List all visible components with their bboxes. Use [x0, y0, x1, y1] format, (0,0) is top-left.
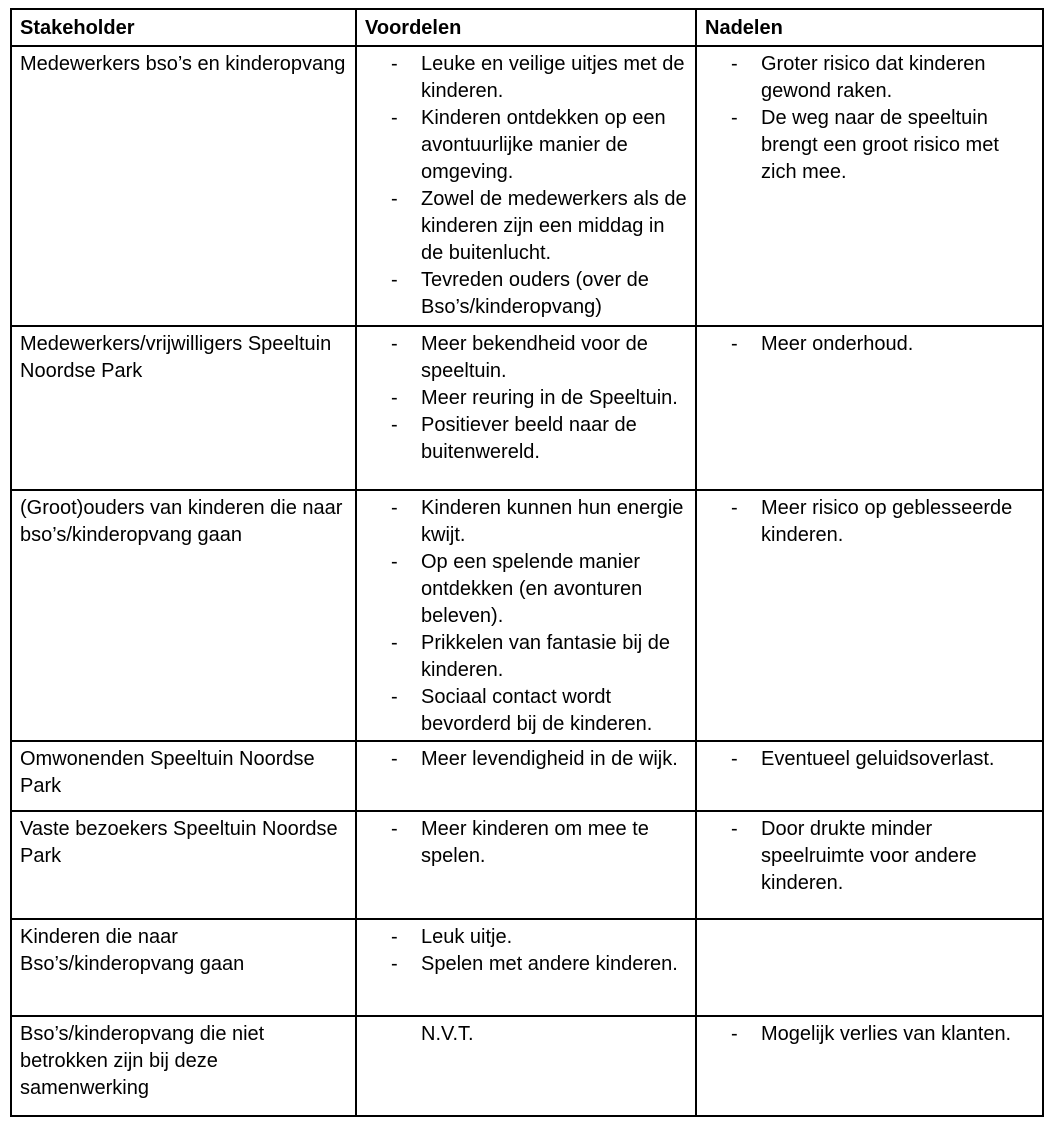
- bullet-dash: -: [391, 748, 398, 770]
- bullet-text: Zowel de medewerkers als de kinderen zijn een middag in de buitenlucht.: [421, 188, 687, 264]
- cell-voordelen: [356, 811, 696, 919]
- header-row: [11, 9, 1043, 46]
- bullet-dash: -: [731, 497, 738, 519]
- cell-stakeholder: Medewerkers bso’s en kinderopvang: [11, 46, 356, 326]
- bullet-dash: -: [391, 269, 398, 291]
- bullet-item: [365, 385, 687, 412]
- bullet-text: Sociaal contact wordt bevorderd bij de kinderen.: [421, 686, 653, 735]
- bullet-text: Groter risico dat kinderen gewond raken.: [761, 53, 986, 102]
- bullet-text: Tevreden ouders (over de Bso’s/kinderopvang): [421, 269, 649, 318]
- bullet-dash: -: [731, 107, 738, 129]
- bullet-item: [365, 746, 687, 773]
- bullet-dash: -: [391, 551, 398, 573]
- bullet-dash: -: [391, 926, 398, 948]
- nadelen-list: [705, 51, 1034, 186]
- bullet-text: Mogelijk verlies van klanten.: [761, 1023, 1012, 1045]
- bullet-text: Op een spelende manier ontdekken (en avonturen beleven).: [421, 551, 643, 627]
- voordelen-list: [365, 746, 687, 773]
- bullet-item: [705, 51, 1034, 105]
- cell-stakeholder: (Groot)ouders van kinderen die naar bso’s/kinderopvang gaan: [11, 490, 356, 741]
- cell-voordelen: [356, 919, 696, 1016]
- table-row: [11, 1016, 1043, 1116]
- bullet-dash: -: [731, 333, 738, 355]
- nadelen-list: [705, 495, 1034, 549]
- cell-nadelen: [696, 741, 1043, 811]
- bullet-text: Door drukte minder speelruimte voor andere kinderen.: [761, 818, 977, 894]
- bullet-text: Leuke en veilige uitjes met de kinderen.: [421, 53, 685, 102]
- bullet-text: Meer onderhoud.: [761, 333, 914, 355]
- bullet-item: [365, 549, 687, 630]
- bullet-dash: -: [731, 1023, 738, 1045]
- bullet-item: [705, 816, 1034, 897]
- cell-voordelen: [356, 741, 696, 811]
- table-row: [11, 741, 1043, 811]
- bullet-dash: -: [391, 107, 398, 129]
- nadelen-list: [705, 746, 1034, 773]
- column-header-nadelen: Nadelen: [696, 9, 1043, 46]
- table-row: [11, 919, 1043, 1016]
- voordelen-list: [365, 495, 687, 738]
- cell-stakeholder: Kinderen die naar Bso’s/kinderopvang gaan: [11, 919, 356, 1016]
- bullet-item: [365, 105, 687, 186]
- bullet-text: Leuk uitje.: [421, 926, 513, 948]
- column-header-voordelen: Voordelen: [356, 9, 696, 46]
- cell-voordelen: [356, 326, 696, 490]
- nadelen-list: [705, 1021, 1034, 1048]
- cell-voordelen: [356, 490, 696, 741]
- column-header-stakeholder: Stakeholder: [11, 9, 356, 46]
- cell-stakeholder: Omwonenden Speeltuin Noordse Park: [11, 741, 356, 811]
- bullet-dash: -: [391, 53, 398, 75]
- cell-stakeholder: Medewerkers/vrijwilligers Speeltuin Noordse Park: [11, 326, 356, 490]
- bullet-item: [365, 924, 687, 951]
- bullet-item: [705, 495, 1034, 549]
- table-row: [11, 326, 1043, 490]
- bullet-text: Prikkelen van fantasie bij de kinderen.: [421, 632, 671, 681]
- voordelen-text: N.V.T.: [421, 1023, 474, 1045]
- bullet-dash: -: [391, 188, 398, 210]
- bullet-text: Kinderen ontdekken op een avontuurlijke manier de omgeving.: [421, 107, 666, 183]
- bullet-text: Meer levendigheid in de wijk.: [421, 748, 678, 770]
- cell-nadelen: [696, 811, 1043, 919]
- table-row: [11, 811, 1043, 919]
- bullet-item: [365, 630, 687, 684]
- cell-stakeholder: Vaste bezoekers Speeltuin Noordse Park: [11, 811, 356, 919]
- nadelen-list: [705, 331, 1034, 358]
- bullet-item: [365, 495, 687, 549]
- bullet-dash: -: [391, 818, 398, 840]
- bullet-item: [365, 331, 687, 385]
- cell-nadelen: [696, 46, 1043, 326]
- cell-stakeholder: Bso’s/kinderopvang die niet betrokken zijn bij deze samenwerking: [11, 1016, 356, 1116]
- nadelen-list: [705, 816, 1034, 897]
- bullet-dash: -: [731, 818, 738, 840]
- bullet-dash: -: [391, 414, 398, 436]
- cell-voordelen: [356, 1016, 696, 1116]
- cell-voordelen: [356, 46, 696, 326]
- bullet-text: Meer reuring in de Speeltuin.: [421, 387, 678, 409]
- bullet-item: [705, 746, 1034, 773]
- bullet-item: [365, 816, 687, 870]
- table-row: [11, 46, 1043, 326]
- bullet-item: [365, 267, 687, 321]
- stakeholder-table: [10, 8, 1044, 1117]
- voordelen-list: [365, 816, 687, 870]
- voordelen-list: [365, 51, 687, 321]
- bullet-text: Spelen met andere kinderen.: [421, 953, 678, 975]
- bullet-item: [365, 951, 687, 978]
- bullet-dash: -: [391, 333, 398, 355]
- bullet-item: [365, 684, 687, 738]
- bullet-item: [365, 412, 687, 466]
- bullet-dash: -: [391, 387, 398, 409]
- table-row: [11, 490, 1043, 741]
- cell-nadelen: [696, 326, 1043, 490]
- bullet-text: Meer bekendheid voor de speeltuin.: [421, 333, 648, 382]
- bullet-item: [365, 51, 687, 105]
- cell-nadelen: [696, 1016, 1043, 1116]
- bullet-item: [705, 105, 1034, 186]
- bullet-item: [705, 331, 1034, 358]
- bullet-text: Eventueel geluidsoverlast.: [761, 748, 995, 770]
- bullet-dash: -: [391, 497, 398, 519]
- bullet-text: Meer risico op geblesseerde kinderen.: [761, 497, 1013, 546]
- voordelen-list: [365, 924, 687, 978]
- bullet-dash: -: [391, 632, 398, 654]
- bullet-text: Kinderen kunnen hun energie kwijt.: [421, 497, 684, 546]
- bullet-text: De weg naar de speeltuin brengt een groot risico met zich mee.: [761, 107, 999, 183]
- cell-nadelen: [696, 490, 1043, 741]
- bullet-item: [365, 186, 687, 267]
- bullet-item: [705, 1021, 1034, 1048]
- bullet-dash: -: [391, 686, 398, 708]
- bullet-text: Positiever beeld naar de buitenwereld.: [421, 414, 637, 463]
- voordelen-list: [365, 331, 687, 466]
- bullet-dash: -: [731, 53, 738, 75]
- bullet-dash: -: [731, 748, 738, 770]
- bullet-dash: -: [391, 953, 398, 975]
- bullet-text: Meer kinderen om mee te spelen.: [421, 818, 649, 867]
- cell-nadelen: [696, 919, 1043, 1016]
